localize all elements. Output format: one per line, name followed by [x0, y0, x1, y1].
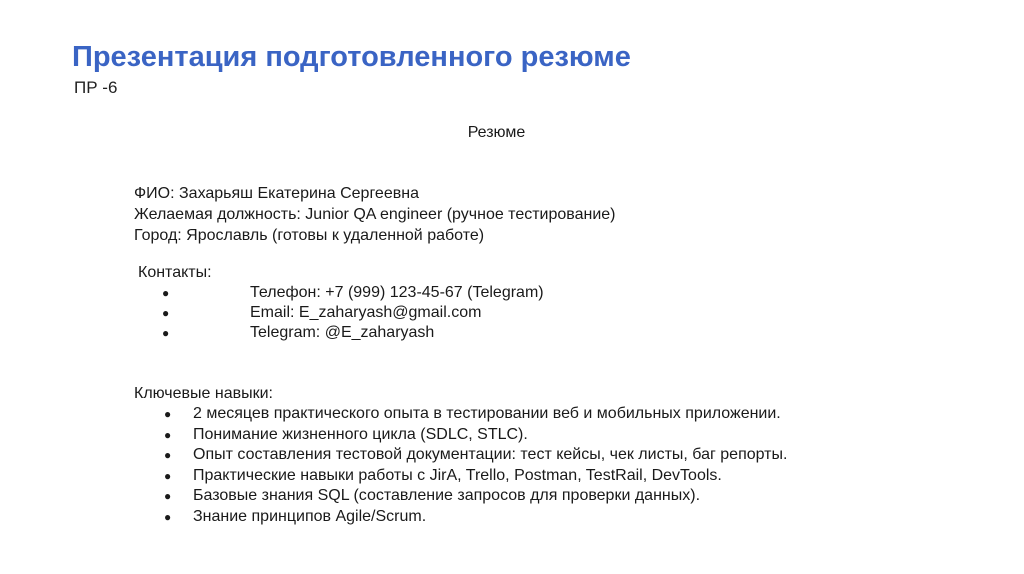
- skill-text: 2 месяцев практического опыта в тестировании веб и мобильных приложении.: [193, 405, 781, 422]
- personal-info: [134, 183, 616, 246]
- skill-text: Базовые знания SQL (составление запросов для проверки данных).: [193, 487, 701, 504]
- slide-subtitle: ПР -6: [74, 78, 118, 97]
- resume-heading: Резюме: [467, 124, 526, 141]
- fio-line: ФИО: Захарьяш Екатерина Сергеевна: [134, 185, 419, 202]
- bullet-icon: ●: [164, 407, 172, 421]
- bullet-icon: ●: [164, 448, 172, 462]
- skill-text: Практические навыки работы с JirA, Trello, Postman, TestRail, DevTools.: [193, 466, 722, 484]
- skill-text: Понимание жизненного цикла (SDLC, STLC).: [193, 425, 528, 443]
- contact-text: Telegram: @E_zaharyash: [250, 324, 435, 341]
- bullet-icon: ●: [164, 427, 172, 442]
- contact-text: Телефон: +7 (999) 123-45-67 (Telegram): [250, 284, 544, 301]
- skills-title: Ключевые навыки:: [134, 385, 273, 402]
- city-line: Город: Ярославль (готовы к удаленной работе): [134, 227, 485, 244]
- skill-text: Опыт составления тестовой документации: тест кейсы, чек листы, баг репорты.: [193, 446, 788, 463]
- contacts-title: Контакты:: [138, 264, 212, 281]
- slide-title: Презентация подготовленного резюме: [72, 41, 631, 73]
- bullet-icon: ●: [164, 468, 172, 483]
- position-line: Желаемая должность: Junior QA engineer (ручное тестирование): [134, 206, 616, 223]
- bullet-icon: ●: [162, 326, 170, 340]
- bullet-icon: ●: [162, 306, 170, 320]
- contact-text: Email: E_zaharyash@gmail.com: [250, 304, 482, 321]
- bullet-icon: ●: [164, 509, 172, 524]
- bullet-icon: ●: [162, 286, 170, 300]
- bullet-icon: ●: [164, 489, 172, 503]
- skill-text: Знание принципов Agile/Scrum.: [193, 507, 427, 525]
